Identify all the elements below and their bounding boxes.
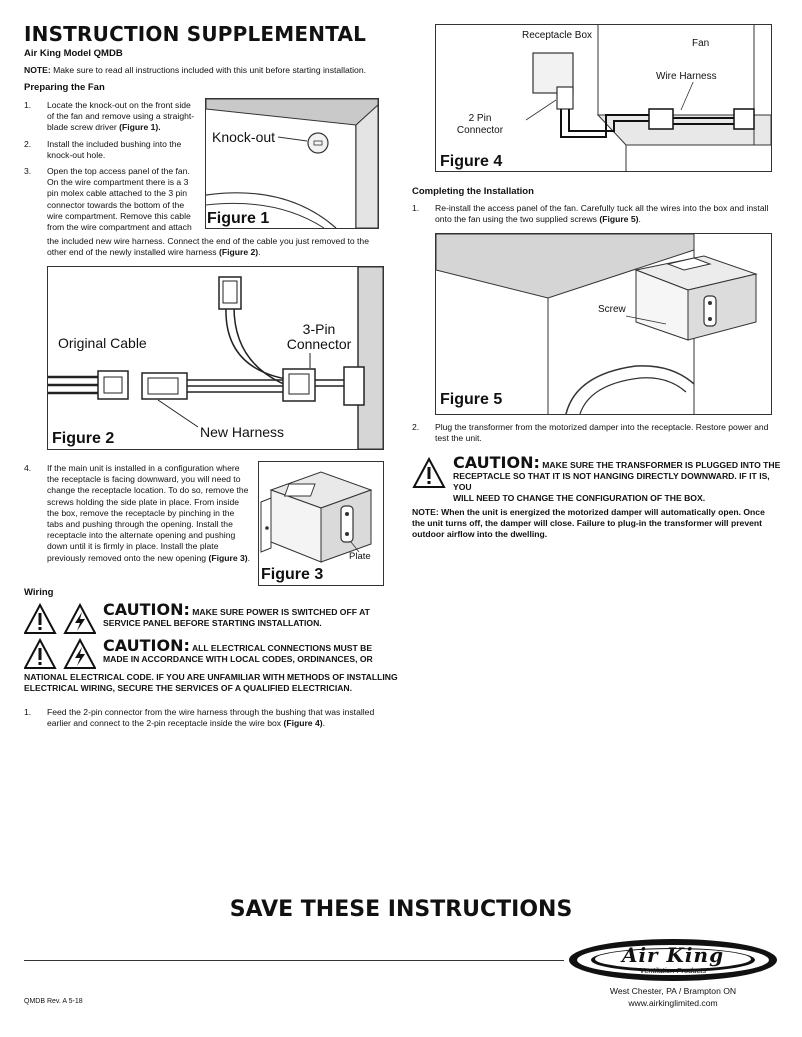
text-line: RECEPTACLE SO THAT IT IS NOT HANGING DIRECTLY DOWNWARD. IF IT IS, YOU — [453, 471, 770, 492]
plate-label: Plate — [349, 551, 371, 562]
text-line: Connector — [286, 336, 352, 352]
text-line: 2 Pin — [468, 113, 492, 124]
figure-2-label: Figure 2 — [52, 430, 115, 447]
website-link[interactable]: www.airkinglimited.com — [628, 997, 718, 1008]
figure-4-label: Figure 4 — [440, 153, 503, 170]
receptacle-box-label: Receptacle Box — [522, 30, 593, 41]
text-line: NATIONAL ELECTRICAL CODE. IF YOU ARE UNFAMILIAR WITH METHODS OF INSTALLING — [24, 672, 398, 682]
text-fragment: ALL ELECTRICAL CONNECTIONS MUST BE — [189, 643, 373, 653]
save-instructions: SAVE THESE INSTRUCTIONS — [229, 897, 573, 922]
caution-electrical-codes — [103, 636, 403, 665]
figure-ref: (Figure 5) — [599, 214, 639, 225]
figure-ref: (Figure 2) — [218, 247, 259, 258]
text-line: Re-install the access panel of the fan. Carefully tuck all the wires into the box and install — [435, 203, 769, 213]
text-line: MADE IN ACCORDANCE WITH LOCAL CODES, ORDINANCES, OR — [103, 654, 373, 664]
text-fragment: onto the fan using the two supplied screws — [435, 214, 600, 225]
step-number: 2. — [412, 422, 420, 432]
step-number: 1. — [24, 100, 32, 110]
text-line: Open the top access panel of the fan. — [47, 166, 190, 176]
step-number: 2. — [24, 139, 32, 149]
figure-1 — [205, 98, 379, 229]
text-line: pin molex cable attached to the 3 pin — [47, 188, 187, 199]
figure-4-drawing — [436, 25, 771, 171]
text-line — [103, 636, 403, 655]
text-fragment: blade screw driver — [47, 122, 120, 133]
wire-harness-label: Wire Harness — [656, 71, 717, 82]
revision-code: QMDB Rev. A 5-18 — [24, 998, 83, 1005]
preparing-step-4 — [47, 463, 262, 564]
text-line — [47, 553, 262, 564]
text-line: Plug the transformer from the motorized damper into the receptacle. Restore power and — [435, 422, 769, 432]
step-number: 1. — [412, 203, 420, 213]
warning-icon — [24, 638, 96, 670]
text-line: the box, remove the receptacle by pinching in the — [47, 507, 235, 518]
text-line: receptacle into the alternate opening and pushing — [47, 530, 236, 541]
text-line: SERVICE PANEL BEFORE STARTING INSTALLATION. — [103, 618, 322, 628]
contact-info — [568, 986, 778, 1009]
figure-ref: (Figure 4) — [283, 718, 323, 729]
text-fragment: other end of the newly installed wire harness — [47, 247, 219, 258]
text-line: wire compartment. Remove this cable — [47, 210, 191, 221]
preparing-step-1 — [47, 100, 207, 134]
preparing-step-3-continued — [47, 236, 387, 258]
text-line: Connector — [456, 125, 504, 136]
caution-word: CAUTION: — [453, 453, 540, 472]
original-cable-label: Original Cable — [58, 335, 147, 351]
warning-icon — [24, 603, 96, 635]
text-fragment: . — [638, 214, 641, 225]
figure-2-drawing — [48, 267, 383, 449]
model-name: Air King Model QMDB — [24, 48, 123, 59]
pin-connector-label — [450, 113, 510, 137]
footer-divider — [24, 960, 564, 961]
text-line: On the wire compartment there is a 3 — [47, 177, 189, 188]
step-number: 3. — [24, 166, 32, 176]
text-fragment: MAKE SURE POWER IS SWITCHED OFF AT — [189, 607, 370, 617]
completing-step-2 — [435, 422, 780, 444]
document-title: INSTRUCTION SUPPLEMENTAL — [24, 22, 367, 46]
text-line: the receptacle is facing downward, you will need to — [47, 474, 241, 485]
knockout-callout: Knock-out — [212, 129, 276, 145]
text-line — [453, 453, 783, 472]
intro-note — [24, 65, 366, 76]
text-line: screws holding the side plate in place. From inside — [47, 496, 240, 507]
text-fragment: previously removed onto the new opening — [47, 552, 209, 563]
text-fragment: . — [247, 552, 251, 563]
text-line — [47, 122, 207, 133]
text-fragment: . — [258, 247, 261, 258]
completing-note — [412, 507, 782, 541]
text-line: from the wire compartment and attach — [47, 222, 192, 233]
text-line: the unit turns off, the damper will close. Failure to plug-in the transformer will prevent — [412, 518, 762, 529]
completing-step-1 — [435, 203, 780, 225]
wiring-heading: Wiring — [24, 587, 54, 598]
text-line: connector towards the bottom of the — [47, 199, 185, 210]
wiring-step-1 — [47, 707, 392, 729]
caution-word: CAUTION: — [103, 636, 190, 655]
text-line — [47, 718, 392, 729]
figure-5 — [435, 233, 772, 415]
step-number: 1. — [24, 707, 32, 717]
text-line: the included new wire harness. Connect the end of the cable you just removed to the — [47, 236, 369, 246]
text-line — [103, 600, 403, 619]
figure-1-label: Figure 1 — [206, 210, 272, 228]
caution-electrical-codes-continued — [24, 672, 404, 694]
preparing-heading: Preparing the Fan — [24, 82, 105, 93]
text-line — [435, 214, 780, 225]
text-line: tabs and pushing through the opening. Install the — [47, 519, 233, 530]
figure-2 — [47, 266, 384, 450]
text-line: down until it is firmly in place. Install the plate — [47, 541, 219, 552]
new-harness-label: New Harness — [200, 424, 285, 440]
figure-ref: (Figure 1). — [119, 122, 161, 133]
connector-label — [280, 322, 358, 352]
caution-transformer — [453, 453, 783, 504]
figure-1-drawing — [206, 99, 378, 228]
air-king-logo — [568, 938, 778, 982]
figure-4 — [435, 24, 772, 172]
text-line: Feed the 2-pin connector from the wire harness through the bushing that was installed — [47, 707, 375, 717]
figure-5-drawing — [436, 234, 771, 414]
address: West Chester, PA / Brampton ON — [609, 986, 737, 996]
brand-name: Air King — [621, 943, 725, 967]
text-line: Install the included bushing into the — [47, 139, 182, 149]
text-fragment: MAKE SURE THE TRANSFORMER IS PLUGGED INTO THE — [539, 460, 781, 470]
figure-ref: (Figure 3) — [208, 552, 248, 563]
step-number: 4. — [24, 463, 32, 473]
figure-5-label: Figure 5 — [440, 391, 503, 408]
text-line: outdoor airflow into the dwelling. — [412, 529, 548, 540]
brand-subtitle: Ventilation Products — [639, 966, 707, 975]
text-line: test the unit. — [435, 433, 482, 444]
fan-label: Fan — [692, 38, 710, 49]
text-fragment: . — [322, 718, 326, 729]
text-line: of the fan and remove using a straight- — [47, 111, 195, 122]
caution-power-off — [103, 600, 403, 629]
warning-icon — [412, 457, 446, 489]
text-line: knock-out hole. — [47, 150, 106, 161]
text-line: ELECTRICAL WIRING, SECURE THE SERVICES OF A QUALIFIED ELECTRICIAN. — [24, 683, 353, 693]
preparing-step-2 — [47, 139, 207, 161]
completing-heading: Completing the Installation — [412, 186, 534, 197]
figure-3-label: Figure 3 — [261, 566, 324, 583]
text-line — [47, 247, 387, 258]
text-line: 3-Pin — [302, 321, 336, 337]
screw-label: Screw — [598, 304, 626, 315]
text-line: WILL NEED TO CHANGE THE CONFIGURATION OF THE BOX. — [453, 493, 706, 503]
text-line: NOTE: When the unit is energized the motorized damper will automatically open. Once — [412, 507, 765, 517]
text-line: If the main unit is installed in a configuration where — [47, 463, 240, 473]
preparing-step-3 — [47, 166, 207, 233]
text-fragment: earlier and connect to the 2-pin receptacle inside the wire box — [47, 718, 284, 729]
figure-3 — [258, 461, 384, 586]
note-text: Make sure to read all instructions included with this unit before starting installation. — [50, 65, 367, 75]
text-line: change the receptacle location. To do so, remove the — [47, 485, 249, 496]
text-line: Locate the knock-out on the front side — [47, 100, 191, 110]
note-label: NOTE: — [24, 65, 51, 75]
caution-word: CAUTION: — [103, 600, 190, 619]
